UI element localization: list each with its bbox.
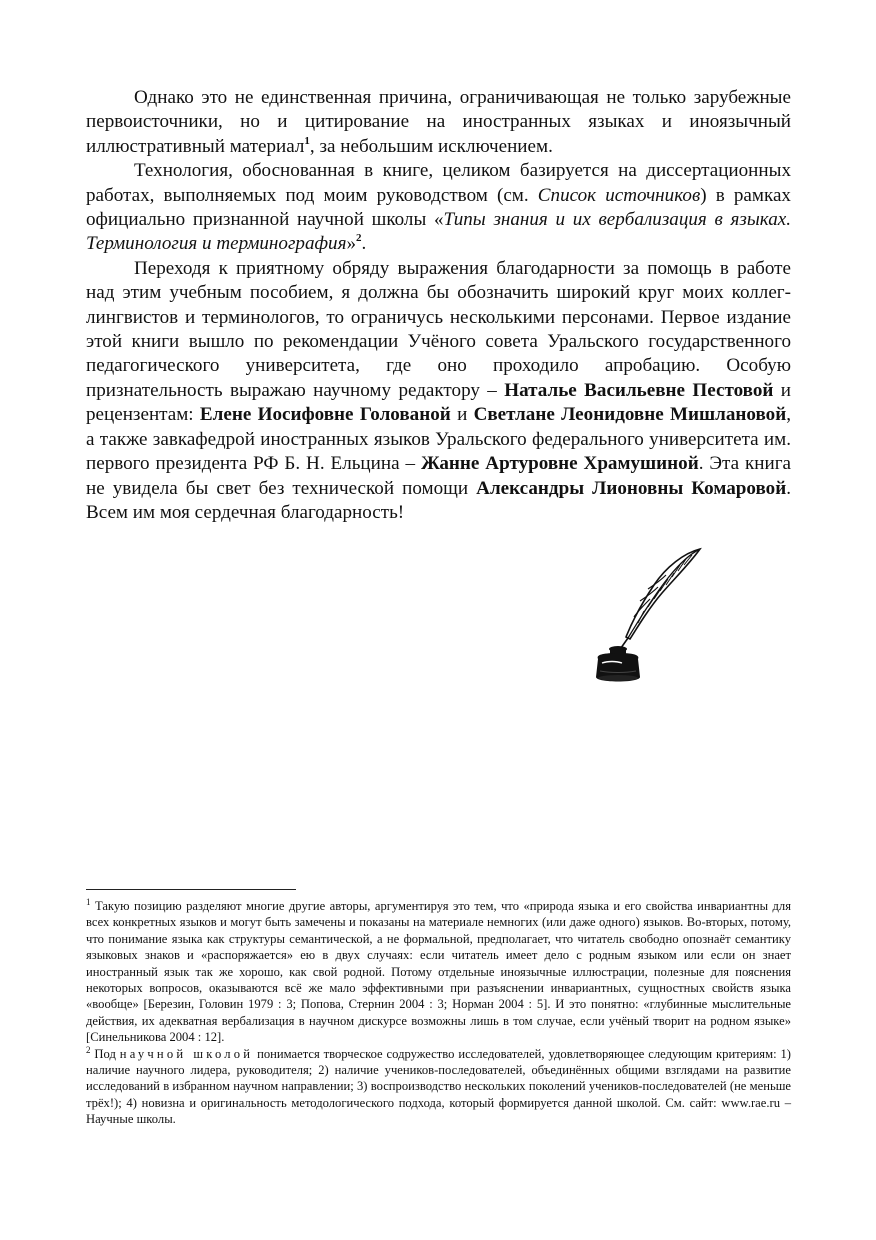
footnote-1: $^1$ Такую позицию разделяют многие другие авторы, аргументируя это тем, что «природа языка и его свойства инвариантны для всех конкретных языков и могут быть замечены и показаны на материале немногих (или даже одного) языков. Во-вторых, потому, что понимание языка как структуры семантической, а не формальной, предполагает, что читатель свободно опознаёт семантику языковых знаков и «распоряжается» ею в двух случаях: если читатель имеет дело с родным языком или если он знает иностранный язык так же хорошо, как свой родной. Потому отдельные иноязычные иллюстрации, полезные для пояснения некоторых вопросов, оказываются всё же мало эффективными при разъяснении инвариантных, сущностных свойств языка «вообще» [Березин, Головин 1979 : 3; Попова, Стернин 2004 : 3; Норман 2004 : 5]. И это понятно: «глубинные мыслительные действия, их адекватная вербализация в научном дискурсе возможны лишь в том случае, если учёный творит на родном языке» [Синельникова 2004 : 12]. bbox=[86, 897, 791, 1045]
spaced-term: научной школой bbox=[119, 1046, 254, 1061]
italic-source-list: Список источников bbox=[537, 184, 701, 206]
footnote-number-1: 1 bbox=[86, 897, 91, 907]
footnote-ref-1[interactable]: 1 bbox=[304, 134, 310, 147]
quill-and-inkwell-icon bbox=[588, 545, 708, 685]
bold-name-head-of-department: Жанне Артуровне Храмушиной bbox=[420, 453, 699, 475]
bold-name-reviewer-2: Светлане Леонидовне Мишлановой bbox=[473, 404, 787, 426]
footnotes bbox=[86, 898, 791, 1128]
paragraph-1: Однако это не единственная причина, ограничивающая не только зарубежные первоисточники, но и цитирование на иностранных языках и иноязычный иллюстративный материал$^1$, за небольшим исключением. bbox=[86, 87, 791, 157]
footnote-2: $^2$ Под научной школой понимается творческое содружество исследователей, удовлетворяющее следующим критериям: 1) наличие научного лидера, руководителя; 2) наличие учеников-последователей, объединённых общими взглядами на развитие исследований в избранном научном направлении; 3) воспроизводство нескольких поколений учеников-последователей (не меньше трёх!); 4) новизна и оригинальность методологического подхода, который формируется данной школой. См. сайт: www.rae.ru – Научные школы. bbox=[86, 1044, 791, 1127]
paragraph-3: Переходя к приятному обряду выражения благодарности за помощь в работе над этим учебным пособием, я должна бы обозначить широкий круг моих коллег-лингвистов и терминологов, то ограничусь несколькими персонами. Первое издание этой книги вышло по рекомендации Учёного совета Уральского государственного педагогического университета, где оно проходило апробацию. Особую признательность выражаю научному редактору – Наталье Васильевне Пестовой и рецензентам: Елене Иосифовне Голованой и Светлане Леонидовне Мишлановой, а также завкафедрой иностранных языков Уральского федерального университета им. первого президента РФ Б. Н. Ельцина – Жанне Артуровне Храмушиной. Эта книга не увидела бы свет без технической помощи Александры Лионовны Комаровой. Всем им моя сердечная благодарность! bbox=[86, 257, 792, 523]
italic-school-name: Типы знания и их вербализация в языках. Терминология и терминография bbox=[86, 209, 792, 255]
bold-name-editor: Наталье Васильевне Пестовой bbox=[504, 379, 774, 401]
footnote-separator bbox=[86, 889, 296, 890]
paragraph-2: Технология, обоснованная в книге, целиком базируется на диссертационных работах, выполняемых под моим руководством (см. Список источников) в рамках официально признанной научной школы «Типы знания и их вербализация в языках. Терминология и терминография»$^2$. bbox=[86, 160, 792, 255]
footnote-number-2: 2 bbox=[86, 1044, 91, 1055]
footnote-ref-2[interactable]: 2 bbox=[356, 232, 362, 245]
bold-name-technical-help: Александры Лионовны Комаровой bbox=[476, 477, 787, 499]
main-text bbox=[86, 86, 791, 525]
bold-name-reviewer-1: Елене Иосифовне Голованой bbox=[199, 404, 451, 426]
